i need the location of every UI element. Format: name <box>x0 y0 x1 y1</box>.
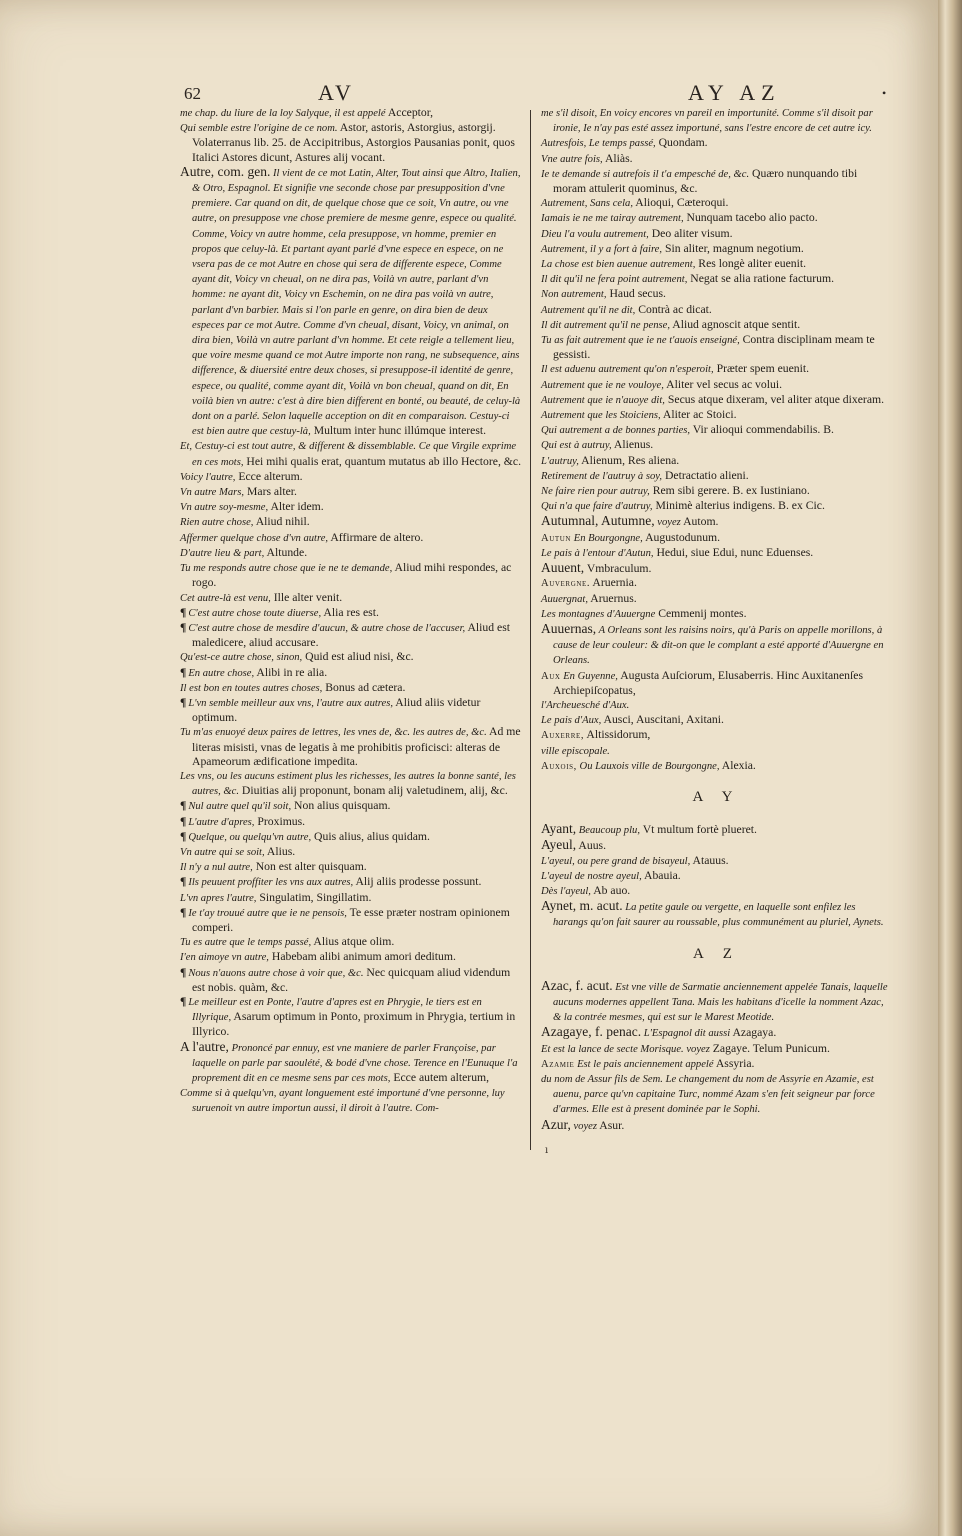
entry-french-text: Qui autrement a de bonnes parties, <box>541 425 691 437</box>
entry-french-text: Dès l'ayeul, <box>541 885 591 897</box>
dictionary-entry <box>541 362 892 377</box>
entry-latin-text: Negat se alia ratione facturum. <box>687 272 835 286</box>
dictionary-entry <box>180 966 522 995</box>
dictionary-entry <box>541 713 892 728</box>
entry-latin-text: Acceptor, <box>385 106 434 119</box>
dictionary-entry <box>180 995 522 1040</box>
entry-latin-text: Alter idem. <box>268 500 324 514</box>
entry-latin-text: Augusta Auſciorum, Elusaberris. Hinc Auxitanenſes Archiepiſcopatus, <box>553 668 864 697</box>
entry-french-text: Ie t'ay trouué autre que ie ne pensois, <box>188 907 347 919</box>
dictionary-entry <box>541 869 892 884</box>
entry-latin-text: Auus. <box>576 839 607 853</box>
dictionary-entry <box>541 514 892 530</box>
entry-latin-text: Ausci, Auscitani, Axitani. <box>601 713 724 727</box>
entry-latin-text: Habebam alibi animum amori deditum. <box>268 950 456 964</box>
entry-latin-text: Deo aliter visum. <box>648 226 733 240</box>
entry-latin-text: Hedui, siue Edui, nunc Eduenses. <box>653 545 814 559</box>
entry-mark: ¶ <box>180 994 187 1008</box>
entry-smallcaps-headword: Auxois, <box>541 760 577 772</box>
entry-french-text: Non autrement, <box>541 289 607 301</box>
entry-french-text: L'autre d'apres, <box>188 816 255 828</box>
entry-latin-text: Azagaya. <box>730 1026 777 1040</box>
dictionary-entry <box>541 1025 892 1041</box>
dictionary-entry <box>180 531 522 546</box>
dictionary-entry <box>541 152 892 167</box>
dictionary-entry <box>541 318 892 333</box>
entry-french-text: Auuergnat, <box>541 593 588 605</box>
dictionary-entry <box>180 815 522 830</box>
entry-french-text: Vn autre qui se soit, <box>180 846 265 858</box>
column-divider <box>530 110 531 1150</box>
entry-french-text: l'Archeuesché d'Aux. <box>541 699 630 711</box>
dictionary-entry <box>541 728 892 743</box>
entry-latin-text: Minimè alterius indigens. B. ex Cic. <box>652 499 825 513</box>
bottom-tick-mark: ı <box>545 1145 549 1156</box>
entry-mark: ¶ <box>180 620 187 634</box>
dictionary-entry <box>541 272 892 287</box>
right-column-ay-entries <box>541 822 892 930</box>
dictionary-entry <box>541 884 892 899</box>
entry-french-text: Retirement de l'autruy à soy, <box>541 470 663 482</box>
dictionary-entry <box>541 1042 892 1057</box>
right-column <box>541 106 892 1134</box>
dictionary-entry <box>541 333 892 362</box>
entry-smallcaps-headword: Auvergne. <box>541 578 591 590</box>
entry-latin-text: Bonus ad cætera. <box>322 680 406 694</box>
entry-latin-text: Asur. <box>597 1118 625 1132</box>
entry-french-text: Est le pais anciennement appelé <box>574 1058 714 1070</box>
entry-mark: ¶ <box>180 905 187 919</box>
entry-latin-text: Diuitias alij proponunt, bonam alij valetudinem, alij, &c. <box>238 784 508 798</box>
dictionary-entry <box>180 891 522 906</box>
dictionary-entry <box>541 287 892 302</box>
entry-french-text: Il est bon en toutes autres choses, <box>180 682 323 694</box>
entry-mark: ¶ <box>180 829 187 843</box>
dictionary-entry <box>541 744 892 759</box>
entry-latin-text: Secus atque dixeram, vel aliter atque dixeram. <box>664 392 885 406</box>
entry-french-text: Affermer quelque chose d'vn autre, <box>180 532 329 544</box>
dictionary-entry <box>541 979 892 1026</box>
entry-headword: A l'autre, <box>180 1038 229 1054</box>
dictionary-entry <box>180 681 522 696</box>
entry-latin-text: Multum inter hunc illúmque interest. <box>310 424 487 438</box>
entry-french-text: D'autre lieu & part, <box>180 547 265 559</box>
dictionary-entry <box>180 799 522 814</box>
entry-french-text: L'vn apres l'autre, <box>180 892 257 904</box>
dictionary-entry <box>541 759 892 774</box>
entry-latin-text: Ab auo. <box>590 883 631 897</box>
entry-french-text: Vne autre fois, <box>541 153 603 165</box>
dictionary-entry <box>180 725 522 769</box>
entry-latin-text: Quondam. <box>655 136 708 150</box>
dictionary-entry <box>180 515 522 530</box>
left-column <box>180 106 522 1117</box>
entry-latin-text: Proximus. <box>254 814 306 828</box>
entry-french-text: Le meilleur est en Ponte, l'autre d'apres est en Phrygie, le tiers est en Illyrique, <box>188 996 482 1024</box>
entry-latin-text: Assyria. <box>713 1056 755 1070</box>
entry-french-text: Autrement, il y a fort à faire, <box>541 243 663 255</box>
dictionary-entry <box>541 592 892 607</box>
entry-mark: ¶ <box>180 814 187 828</box>
entry-latin-text: Zagaye. Telum Punicum. <box>709 1041 830 1055</box>
entry-headword: Aynet, m. acut. <box>541 898 623 914</box>
right-column-az-entries <box>541 979 892 1134</box>
entry-latin-text: Aliud nihil. <box>253 515 310 529</box>
entry-latin-text: Autom. <box>680 515 719 529</box>
entry-latin-text: Sin aliter, magnum negotium. <box>662 241 804 255</box>
entry-french-text: Autrement que ie n'auoye dit, <box>541 394 665 406</box>
entry-latin-text: Quid est aliud nisi, &c. <box>302 650 414 664</box>
dictionary-entry <box>180 621 522 650</box>
dictionary-entry <box>180 696 522 725</box>
entry-headword: Ayant, <box>541 821 577 837</box>
entry-latin-text: Aliud est maledicere, aliud accusare. <box>192 620 510 650</box>
entry-french-text: Il dit autrement qu'il ne pense, <box>541 319 670 331</box>
entry-french-text: Le pais d'Aux, <box>541 715 602 727</box>
entry-french-text: me chap. du liure de la loy Salyque, il est appelé <box>180 108 386 119</box>
dictionary-entry <box>180 470 522 485</box>
entry-headword: Auuernas, <box>541 620 597 636</box>
entry-french-text: Ils peuuent proffiter les vns aux autres, <box>188 877 354 889</box>
entry-latin-text: Ecce autem alterum, <box>390 1071 490 1084</box>
entry-mark: ¶ <box>180 965 187 979</box>
entry-french-text: voyez <box>570 1120 598 1132</box>
entry-latin-text: Rem sibi gerere. B. ex Iustiniano. <box>649 484 810 498</box>
dictionary-entry <box>541 378 892 393</box>
dictionary-entry <box>180 165 522 440</box>
entry-latin-text: Haud secus. <box>606 287 666 301</box>
running-head-right: AY AZ <box>688 80 781 105</box>
dictionary-entry <box>541 242 892 257</box>
entry-french-text: Ne faire rien pour autruy, <box>541 486 650 498</box>
entry-latin-text: Alexia. <box>719 758 756 772</box>
entry-latin-text: Alia res est. <box>321 605 379 619</box>
entry-latin-text: Abauia. <box>641 868 681 882</box>
book-spine <box>938 0 962 1536</box>
entry-latin-text: Ecce alterum. <box>235 469 303 483</box>
entry-latin-text: Te esse præter nostram opinionem comperi. <box>192 905 510 934</box>
dictionary-entry <box>541 106 892 136</box>
entry-latin-text: Ille alter venit. <box>270 590 343 604</box>
dictionary-entry <box>541 546 892 561</box>
dictionary-entry <box>541 499 892 514</box>
entry-latin-text: Singulatim, Singillatim. <box>256 890 372 904</box>
entry-french-text: La chose est bien auenue autrement, <box>541 259 696 271</box>
entry-french-text: A Orleans sont les raisins noirs, qu'à Paris on appelle morillons, à cause de leur couleur: & dit-on que le complant a esté apporté d'Auuergne en Orleans. <box>553 624 884 667</box>
entry-french-text: La petite gaule ou vergette, en laquelle sont enfilez les harangs qu'on fait saurer au roussable, plus communément au pluriel, Aynets. <box>553 902 884 929</box>
entry-french-text: Rien autre chose, <box>180 517 254 529</box>
entry-french-text: Qui semble estre l'origine de ce nom. <box>180 123 338 135</box>
entry-mark: ¶ <box>180 605 187 619</box>
dictionary-entry <box>541 393 892 408</box>
entry-french-text: En Guyenne, <box>560 670 618 682</box>
entry-french-text: Autrement que ie ne vouloye, <box>541 379 664 391</box>
dictionary-entry <box>541 1118 892 1134</box>
entry-latin-text: Vt multum fortè plueret. <box>639 823 757 837</box>
entry-headword: Auuent, <box>541 560 585 576</box>
entry-latin-text: Aliud agnoscit atque sentit. <box>669 317 801 331</box>
dictionary-entry <box>180 591 522 606</box>
entry-french-text: Quelque, ou quelqu'vn autre, <box>188 831 312 843</box>
entry-smallcaps-headword: Azamie <box>541 1058 575 1070</box>
entry-french-text: Ie te demande si autrefois il t'a empesché de, &c. <box>541 168 750 180</box>
dictionary-entry <box>541 576 892 591</box>
entry-french-text: I'en aimoye vn autre, <box>180 952 269 964</box>
entry-french-text: Il n'y a nul autre, <box>180 862 253 874</box>
entry-latin-text: Alioqui, Cæteroqui. <box>633 196 729 210</box>
dictionary-entry <box>541 607 892 622</box>
dictionary-entry <box>541 622 892 669</box>
entry-french-text: Le pais à l'entour d'Autun, <box>541 547 654 559</box>
entry-latin-text: Altissidorum, <box>584 728 651 742</box>
entry-latin-text: Detractatio alieni. <box>662 468 749 482</box>
entry-mark: ¶ <box>180 875 187 889</box>
running-head-left: AV <box>318 80 355 105</box>
entry-latin-text: Atauus. <box>690 853 729 867</box>
entry-latin-text: Cemmenij montes. <box>655 606 747 620</box>
dictionary-entry <box>541 561 892 576</box>
entry-mark: ¶ <box>180 665 187 679</box>
entry-french-text: Et, Cestuy-ci est tout autre, & different & dissemblable. Ce que Virgile exprime en ces mots, <box>180 441 517 468</box>
dictionary-entry <box>541 698 892 713</box>
entry-headword: Autre, com. gen. <box>180 163 271 179</box>
entry-french-text: Tu as fait autrement que ie ne t'auois enseigné, <box>541 335 740 347</box>
entry-french-text: Tu m'as enuoyé deux paires de lettres, les vnes de, &c. les autres de, &c. <box>180 727 487 739</box>
entry-latin-text: Contrà ac dicat. <box>635 302 712 316</box>
dictionary-entry <box>541 469 892 484</box>
entry-latin-text: Aliud mihi respondes, ac rogo. <box>192 561 512 590</box>
entry-french-text: Tu me responds autre chose que ie ne te demande, <box>180 563 393 575</box>
entry-french-text: L'Espagnol dit aussi <box>641 1028 731 1040</box>
entry-french-text: du nom de Assur fils de Sem. Le changement du nom de Assyrie en Azamie, est auenu, parce qu'vn capitaine Turc, nommé Azam s'en feit seigneur par force d'armes. Elle est à present dominée par le Sophi. <box>541 1073 875 1116</box>
dictionary-entry <box>180 860 522 875</box>
entry-latin-text: Alij aliis prodesse possunt. <box>353 875 482 889</box>
page-number: 62 <box>184 84 201 103</box>
entry-latin-text: Augustodunum. <box>642 530 721 544</box>
dictionary-entry <box>180 935 522 950</box>
right-column-au-entries <box>541 106 892 774</box>
section-title-ay: A Y <box>692 788 741 805</box>
dictionary-entry <box>180 906 522 935</box>
entry-latin-text: Non est alter quisquam. <box>252 860 367 874</box>
entry-mark: ¶ <box>180 695 187 709</box>
entry-french-text: Comme si à quelqu'vn, ayant longuement esté importuné d'vne personne, luy suruenoit vn autre importun aussi, il diroit à l'autre. Com- <box>180 1088 505 1115</box>
entry-latin-text: Aliud aliis videtur optimum. <box>192 695 481 725</box>
entry-french-text: Il dit qu'il ne fera point autrement, <box>541 274 688 286</box>
entry-french-text: L'autruy, <box>541 455 579 467</box>
entry-headword: Autumnal, Autumne, <box>541 513 655 529</box>
entry-french-text: ville episcopale. <box>541 745 610 757</box>
entry-smallcaps-headword: Aux <box>541 670 561 682</box>
entry-headword: Azagaye, f. penac. <box>541 1024 642 1040</box>
entry-latin-text: Ad me literas misisti, vnas de legatis à me prohibitis proficisci: alteras de Apameorum ædificatione impedita. <box>192 725 521 768</box>
entry-french-text: Nous n'auons autre chose à voir que, &c. <box>188 967 364 979</box>
entry-french-text: C'est autre chose toute diuerse, <box>188 607 322 619</box>
entry-french-text: Et est la lance de secte Morisque. voyez <box>541 1043 710 1055</box>
dictionary-entry <box>180 500 522 515</box>
entry-latin-text: Vmbraculum. <box>584 562 652 576</box>
dictionary-entry <box>180 439 522 469</box>
entry-french-text: L'vn semble meilleur aux vns, l'autre aux autres, <box>188 697 394 709</box>
entry-latin-text: Aliàs. <box>602 151 633 165</box>
entry-latin-text: Asarum optimum in Ponto, proximum in Phrygia, tertium in Illyrico. <box>192 1010 516 1039</box>
dictionary-entry <box>180 606 522 621</box>
entry-headword: Azac, f. acut. <box>541 977 613 993</box>
entry-french-text: Voicy l'autre, <box>180 471 236 483</box>
entry-smallcaps-headword: Autun <box>541 532 572 544</box>
entry-latin-text: Hei mihi qualis erat, quantum mutatus ab illo Hectore, &c. <box>243 454 521 468</box>
dictionary-entry <box>180 106 522 121</box>
dictionary-entry <box>180 666 522 681</box>
section-title-az: A Z <box>693 945 740 962</box>
entry-french-text: Autresfois, Le temps passé, <box>541 138 656 150</box>
dictionary-entry <box>180 121 522 165</box>
entry-french-text: Qu'est-ce autre chose, sinon, <box>180 652 303 664</box>
entry-french-text: Il est aduenu autrement qu'on n'esperoit, <box>541 364 714 376</box>
entry-latin-text: Aruernus. <box>587 591 637 605</box>
dictionary-entry <box>541 211 892 226</box>
entry-french-text: Beaucoup plu, <box>576 825 640 837</box>
dictionary-entry <box>180 875 522 890</box>
dictionary-entry <box>180 485 522 500</box>
dictionary-entry <box>541 454 892 469</box>
entry-latin-text: Quæro nunquando tibi moram attulerit quominus, &c. <box>553 166 858 196</box>
dictionary-entry <box>180 561 522 590</box>
entry-latin-text: Alius atque olim. <box>311 935 395 949</box>
entry-latin-text: Contra disciplinam meam te gessisti. <box>553 333 875 362</box>
dictionary-entry <box>180 650 522 665</box>
dictionary-entry <box>541 1072 892 1118</box>
entry-french-text: En Bourgongne, <box>571 532 643 544</box>
entry-latin-text: Aruernia. <box>590 576 637 590</box>
entry-latin-text: Astor, astoris, Astorgius, astorgij. Volaterranus lib. 25. de Accipitribus, Astorgios Pausanias ponit, quos Italici Astores dicunt, Astures alij vocant. <box>192 121 515 164</box>
entry-french-text: L'ayeul, ou pere grand de bisayeul, <box>541 855 691 867</box>
corner-mark: • <box>882 86 887 100</box>
dictionary-entry <box>180 1040 522 1087</box>
entry-french-text: Autrement, Sans cela, <box>541 198 633 210</box>
entry-latin-text: Vir alioqui commendabilis. B. <box>690 423 834 437</box>
entry-french-text: Les montagnes d'Auuergne <box>541 608 656 620</box>
entry-latin-text: Alibi in re alia. <box>254 665 328 679</box>
entry-french-text: me s'il disoit, En voicy encores vn pareil en importunité. Comme s'il disoit par ironie, Ie n'ay pas esté assez importuné, sans l'estre encore de cet autre icy. <box>541 108 873 135</box>
entry-latin-text: Affirmare de altero. <box>328 530 424 544</box>
dictionary-entry <box>541 136 892 151</box>
entry-french-text: Ou Lauxois ville de Bourgongne, <box>576 760 720 772</box>
entry-french-text: Nul autre quel qu'il soit, <box>188 801 292 813</box>
entry-french-text: Iamais ie ne me tairay autrement, <box>541 213 684 225</box>
dictionary-entry <box>541 484 892 499</box>
entry-smallcaps-headword: Auxerre, <box>541 730 585 742</box>
dictionary-entry <box>180 1086 522 1116</box>
entry-latin-text: Alius. <box>264 844 296 858</box>
entry-french-text: Autrement qu'il ne dit, <box>541 304 636 316</box>
entry-latin-text: Mars alter. <box>244 485 297 499</box>
dictionary-entry <box>541 822 892 838</box>
dictionary-entry <box>541 196 892 211</box>
entry-latin-text: Nunquam tacebo alio pacto. <box>683 211 818 225</box>
entry-french-text: En autre chose, <box>188 667 255 679</box>
dictionary-entry <box>541 408 892 423</box>
entry-french-text: Les vns, ou les aucuns estiment plus les richesses, les autres la bonne santé, les autres, &c. <box>180 770 516 798</box>
entry-latin-text: Præter spem euenit. <box>713 362 810 376</box>
entry-french-text: Dieu l'a voulu autrement, <box>541 228 649 240</box>
entry-latin-text: Quis alius, alius quidam. <box>311 829 430 843</box>
dictionary-entry <box>541 531 892 546</box>
entry-mark: ¶ <box>180 799 187 813</box>
entry-french-text: L'ayeul de nostre ayeul, <box>541 870 642 882</box>
dictionary-entry <box>180 830 522 845</box>
dictionary-entry <box>541 838 892 853</box>
dictionary-entry <box>180 769 522 799</box>
entry-latin-text: Aliter ac Stoici. <box>660 408 737 422</box>
entry-latin-text: Non alius quisquam. <box>291 799 391 813</box>
entry-latin-text: Altunde. <box>264 545 308 559</box>
dictionary-entry <box>541 227 892 242</box>
dictionary-entry <box>541 899 892 930</box>
entry-latin-text: Nec quicquam aliud videndum est nobis. quàm, &c. <box>192 965 511 994</box>
entry-latin-text: Aliter vel secus ac volui. <box>663 377 783 391</box>
entry-french-text: Il vient de ce mot Latin, Alter, Tout ainsi que Altro, Italien, & Otro, Espagnol. Et signifie vne seconde chose par presupposition d'vne premiere. Car quand on dit, de quelque chose que ce soit, Vn autre, ou vne autre, on presuppose vne chose premiere de mesme genre, espece ou qualité. Comme, Voicy vn autre homme, cela presuppose, vn homme, premier en propos que celuy-là. Et partant ayant parlé d'vne espece en espece, on ne vsera pas de ce mot Autre en chose qui sera de differente espece, Comme ayant dit, Voicy vn cheual, on ne dira pas, Voilà vn autre, parlant d'vn homme: ne ayant dit, Voicy vn Eschemin, on ne dira pas voilà vn autre, parlant d'vn barbier. Mais si l'on parle en genre, on dira bien de deux especes par ce mot Autre. Comme d'vn cheual, disant, Voicy, vn animal, on dira bien, Voilà vn autre parlant d'vn homme. Et cete reigle a tellement lieu, que voire mesme quand ce mot Autre importe non rang, ne subsequence, ains difference, & diuersité entre deux choses, si presuppose-il identité de genre, espece, ou qualité, comme ayant dit, Voilà vn bon cheual, quand on dit, En voilà bien vn autre: c'est à dire bien different en bonté, ou beauté, de celuy-là dont on a parlé. Selon laquelle acception on dit en comparaison. Cestuy-ci est bien autre que cestuy-là, <box>192 167 521 438</box>
dictionary-entry <box>541 1057 892 1072</box>
entry-french-text: Autrement que les Stoiciens, <box>541 410 661 422</box>
entry-french-text: C'est autre chose de mesdire d'aucun, & autre chose de l'accuser, <box>188 622 466 634</box>
dictionary-entry <box>541 303 892 318</box>
dictionary-entry <box>541 423 892 438</box>
dictionary-entry <box>541 438 892 453</box>
entry-french-text: voyez <box>654 517 681 529</box>
dictionary-entry <box>541 854 892 869</box>
entry-french-text: Est vne ville de Sarmatie anciennement appelée Tanais, laquelle aucuns modernes appellent Tana. Mais les habitans d'icelle la nomment Azac, & la contrée mesmes, qui est sur le Marest Meotide. <box>553 981 888 1024</box>
entry-french-text: Qui est à autruy, <box>541 440 612 452</box>
entry-french-text: Vn autre soy-mesme, <box>180 502 269 514</box>
entry-latin-text: Res longè aliter euenit. <box>695 257 807 271</box>
dictionary-entry <box>541 167 892 196</box>
dictionary-entry <box>541 669 892 698</box>
entry-headword: Azur, <box>541 1116 571 1132</box>
dictionary-entry <box>180 845 522 860</box>
dictionary-entry <box>541 257 892 272</box>
entry-french-text: Vn autre Mars, <box>180 487 245 499</box>
entry-french-text: Qui n'a que faire d'autruy, <box>541 501 653 513</box>
entry-french-text: Cet autre-là est venu, <box>180 592 271 604</box>
entry-latin-text: Alienum, Res aliena. <box>578 453 680 467</box>
entry-latin-text: Alienus. <box>611 438 654 452</box>
dictionary-entry <box>180 950 522 965</box>
dictionary-entry <box>180 546 522 561</box>
entry-french-text: Tu es autre que le temps passé, <box>180 937 312 949</box>
entry-headword: Ayeul, <box>541 837 577 853</box>
entry-french-text: Prononcé par ennuy, est vne maniere de parler Françoise, par laquelle on parle par saoulété, & bodé d'vne chose. Terence en l'Eunuque l'a proprement dit en ce mesme sens par ces mots, <box>192 1042 518 1084</box>
